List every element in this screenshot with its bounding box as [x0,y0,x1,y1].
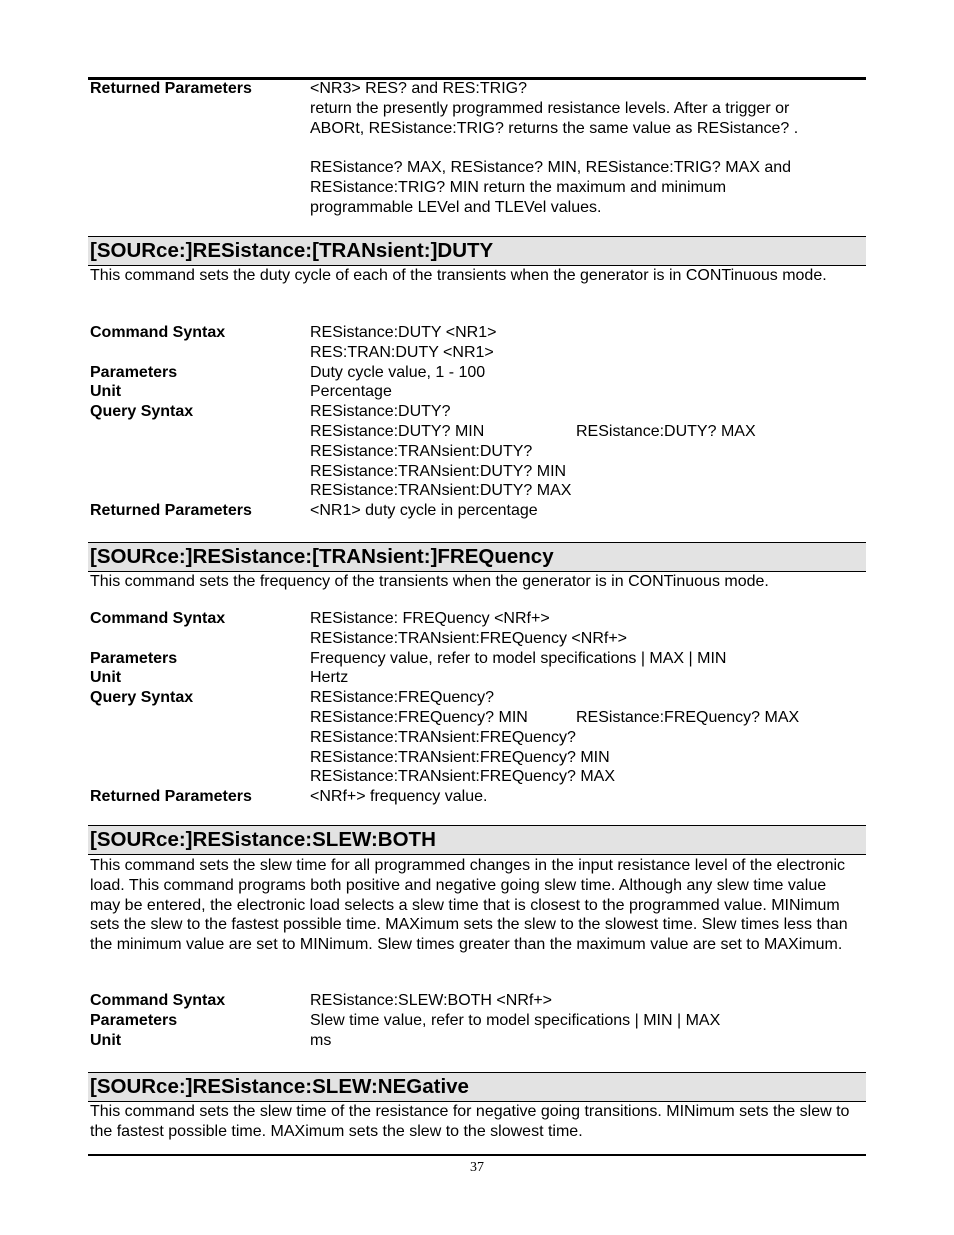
section-description-slew-both: This command sets the slew time for all programmed changes in the input resistance level of the electronic load. This command programs both positive and negative going slew time. Although any slew time value may be entered, the electronic load selects a slew time that is closest to the programmed value. MINimum sets the slew to the fastest possible time. MAXimum sets the slew to the slowest time. Slew times less than the minimum value are set to MINimum. Slew times greater than the maximum value are set to MAXimum. [90,857,848,954]
command-syntax-label: Command Syntax [90,992,226,1009]
query-syntax-value: RESistance:TRANsient:FREQuency? [310,728,576,746]
page-number: 37 [470,1160,484,1175]
section-description-duty: This command sets the duty cycle of each of the transients when the generator is in CONTinuous mode. [90,267,827,284]
returned-value: <NRf+> frequency value. [310,788,488,806]
returned-label: Returned Parameters [90,502,252,520]
parameters-value: Duty cycle value, 1 - 100 [310,363,486,381]
returned-line: programmable LEVel and TLEVel values. [310,198,602,216]
section-description-slew-negative: This command sets the slew time of the resistance for negative going transitions. MINimum sets the slew to the fastest possible time. MAXimum sets the slew to the slowest time. [90,1103,850,1140]
duty-params-block [88,323,866,521]
query-syntax-value: RESistance:FREQuency? [310,689,495,707]
query-syntax-value: RESistance:DUTY? MIN [310,422,485,440]
unit-value: Percentage [310,383,392,401]
returned-value: <NR1> duty cycle in percentage [310,502,538,520]
query-syntax-alt-value: RESistance:DUTY? MAX [576,422,756,440]
query-syntax-value: RESistance:TRANsient:DUTY? MAX [310,482,572,500]
returned-line: return the presently programmed resistance levels. After a trigger or [310,99,790,117]
query-syntax-value: RESistance:TRANsient:DUTY? MIN [310,462,567,480]
query-syntax-value: RESistance:TRANsient:DUTY? [310,442,533,460]
top-returned-block [88,79,866,218]
section-heading-duty: [SOURce:]RESistance:[TRANsient:]DUTY [88,236,866,266]
section-description-frequency: This command sets the frequency of the transients when the generator is in CONTinuous mode. [90,573,769,590]
bottom-rule [88,1154,866,1156]
query-syntax-value: RESistance:TRANsient:FREQuency? MIN [310,748,610,766]
unit-label: Unit [90,383,122,401]
returned-line: RESistance? MAX, RESistance? MIN, RESistance:TRIG? MAX and [310,159,792,177]
query-syntax-label: Query Syntax [90,689,194,707]
command-syntax-value: RESistance:TRANsient:FREQuency <NRf+> [310,629,628,647]
command-syntax-value: RESistance:DUTY <NR1> [310,324,497,341]
returned-label: Returned Parameters [90,788,252,806]
unit-label: Unit [90,1031,122,1049]
query-syntax-value: RESistance:TRANsient:FREQuency? MAX [310,768,615,786]
parameters-label: Parameters [90,363,178,381]
returned-line: RESistance:TRIG? MIN return the maximum and minimum [310,178,727,196]
command-syntax-value: RESistance:SLEW:BOTH <NRf+> [310,992,553,1009]
section-heading-slew-both: [SOURce:]RESistance:SLEW:BOTH [88,825,866,855]
parameters-value: Slew time value, refer to model specifications | MIN | MAX [310,1011,721,1029]
parameters-value: Frequency value, refer to model specifications | MAX | MIN [310,649,727,667]
query-syntax-value: RESistance:FREQuency? MIN [310,708,528,726]
section-heading-frequency: [SOURce:]RESistance:[TRANsient:]FREQuency [88,542,866,572]
unit-label: Unit [90,669,122,687]
slew-both-params-block [88,991,866,1050]
query-syntax-alt-value: RESistance:FREQuency? MAX [576,708,800,726]
section-heading-slew-negative: [SOURce:]RESistance:SLEW:NEGative [88,1072,866,1102]
command-syntax-label: Command Syntax [90,324,226,341]
parameters-label: Parameters [90,1011,178,1029]
returned-label: Returned Parameters [90,80,252,97]
parameters-label: Parameters [90,649,178,667]
returned-line: <NR3> RES? and RES:TRIG? [310,80,527,97]
command-syntax-value: RES:TRAN:DUTY <NR1> [310,343,494,361]
unit-value: ms [310,1031,332,1049]
command-syntax-value: RESistance: FREQuency <NRf+> [310,610,550,627]
returned-line: ABORt, RESistance:TRIG? returns the same value as RESistance? . [310,119,799,137]
command-syntax-label: Command Syntax [90,610,226,627]
query-syntax-label: Query Syntax [90,403,194,421]
query-syntax-value: RESistance:DUTY? [310,403,451,421]
unit-value: Hertz [310,669,349,687]
frequency-params-block [88,609,866,807]
